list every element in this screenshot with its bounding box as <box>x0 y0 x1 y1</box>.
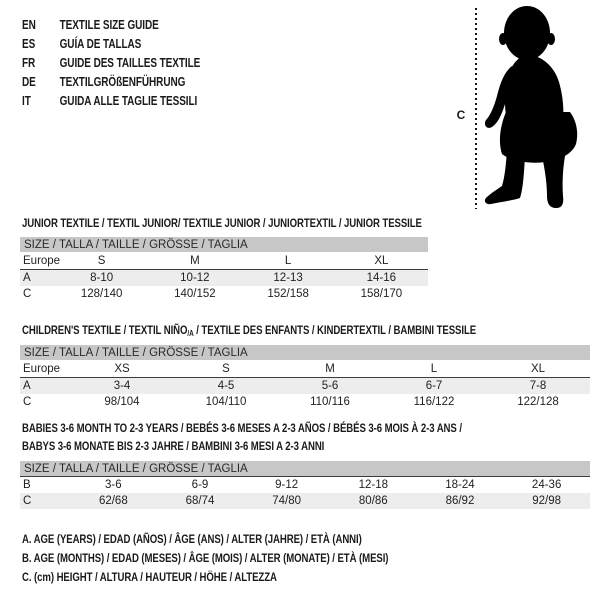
table-cell: 12-18 <box>358 479 388 491</box>
children-size-table <box>20 345 590 410</box>
age-months-row <box>20 477 590 494</box>
table-cell: 122/128 <box>517 396 559 408</box>
table-cell: 18-24 <box>445 479 475 491</box>
table-cell: 62/68 <box>70 493 157 509</box>
size-header-label: SIZE / TALLA / TAILLE / GRÖSSE / TAGLIA <box>20 237 428 252</box>
table-cell: 8-10 <box>55 270 148 287</box>
size-header-row <box>20 461 590 477</box>
row-label: B <box>23 479 31 491</box>
table-cell: 12-13 <box>242 270 335 287</box>
children-section-title <box>22 321 476 343</box>
row-label: A <box>20 270 55 287</box>
size-col-label: S <box>174 360 278 378</box>
table-cell: 128/140 <box>80 288 123 300</box>
language-row-de <box>22 72 200 91</box>
note-age-years: A. AGE (YEARS) / EDAD (AÑOS) / ÂGE (ANS) / ALTER (JAHRE) / ETÀ (ANNI) <box>22 532 362 546</box>
height-row <box>20 286 428 302</box>
language-code: FR <box>22 55 36 70</box>
language-row-it <box>22 91 200 110</box>
size-header-row <box>20 237 428 252</box>
table-cell: 24-36 <box>531 479 562 491</box>
table-cell: 4-5 <box>174 378 278 395</box>
row-label: Europe <box>20 360 70 378</box>
language-code: IT <box>22 93 31 108</box>
table-cell: 158/170 <box>360 288 403 300</box>
row-label: A <box>20 378 70 395</box>
size-header-row <box>20 345 590 360</box>
babies-title-line1: BABIES 3-6 MONTH TO 2-3 YEARS / BEBÉS 3-6 MESES A 2-3 AÑOS / BÉBÉS 3-6 MOIS À 2-3 ANS / <box>22 421 462 435</box>
row-label: C <box>23 396 32 408</box>
height-row <box>20 394 590 410</box>
note-age-months: B. AGE (MONTHS) / EDAD (MESES) / ÂGE (MOIS) / ALTER (MONATE) / ETÀ (MESI) <box>22 551 389 565</box>
junior-size-table <box>20 237 428 302</box>
legend-notes <box>22 530 388 587</box>
babies-size-table <box>20 461 590 509</box>
table-cell: 86/92 <box>417 493 504 509</box>
language-code: EN <box>22 17 36 32</box>
language-title-list <box>22 15 200 110</box>
language-row-en <box>22 15 200 34</box>
babies-section-title <box>22 419 462 455</box>
table-cell: 80/86 <box>330 493 417 509</box>
children-title-text: / TEXTILE DES ENFANTS / KINDERTEXTIL / BAMBINI TESSILE <box>193 323 477 337</box>
table-cell: 110/116 <box>310 396 350 408</box>
age-row <box>20 270 428 287</box>
size-header-label: SIZE / TALLA / TAILLE / GRÖSSE / TAGLIA <box>20 345 590 360</box>
size-labels-row <box>20 252 428 270</box>
guide-title-en: TEXTILE SIZE GUIDE <box>59 17 159 32</box>
guide-title-fr: GUIDE DES TAILLES TEXTILE <box>59 55 201 70</box>
table-cell: 74/80 <box>243 493 330 509</box>
table-cell: 92/98 <box>503 493 590 509</box>
size-col-label: XL <box>335 252 428 270</box>
table-cell: 116/122 <box>413 396 455 408</box>
children-title-text: CHILDREN'S TEXTILE / TEXTIL NIÑO <box>22 323 188 337</box>
junior-section-title: JUNIOR TEXTILE / TEXTIL JUNIOR/ TEXTILE JUNIOR / JUNIORTEXTIL / JUNIOR TESSILE <box>22 216 422 230</box>
table-cell: 98/104 <box>104 396 140 408</box>
language-code: DE <box>22 74 36 89</box>
table-cell: 3-4 <box>70 378 174 395</box>
table-cell: 9-12 <box>275 479 299 491</box>
table-cell: 6-9 <box>191 479 209 491</box>
table-cell: 5-6 <box>278 378 382 395</box>
size-col-label: XL <box>486 360 590 378</box>
baby-silhouette-icon <box>482 4 600 214</box>
guide-title-de: TEXTILGRÖßENFÜHRUNG <box>59 74 186 89</box>
table-cell: 6-7 <box>382 378 486 395</box>
table-cell: 104/110 <box>205 396 247 408</box>
size-col-label: L <box>242 252 335 270</box>
language-code: ES <box>22 36 36 51</box>
table-cell: 3-6 <box>105 479 122 491</box>
size-col-label: M <box>148 252 241 270</box>
size-header-label: SIZE / TALLA / TAILLE / GRÖSSE / TAGLIA <box>20 461 590 477</box>
table-cell: 140/152 <box>174 288 216 300</box>
row-label: C <box>20 493 70 509</box>
table-cell: 152/158 <box>267 288 309 300</box>
babies-title-line2: BABYS 3-6 MONATE BIS 2-3 JAHRE / BAMBINI 3-6 MESI A 2-3 ANNI <box>22 439 325 453</box>
size-col-label: S <box>55 252 148 270</box>
children-title-subscript: /A <box>187 329 194 338</box>
guide-title-es: GUÍA DE TALLAS <box>59 36 142 51</box>
table-cell: 68/74 <box>157 493 244 509</box>
size-col-label: M <box>278 360 382 378</box>
row-label: C <box>23 288 32 300</box>
language-row-es <box>22 34 200 53</box>
measure-dashed-line <box>475 8 477 209</box>
guide-title-it: GUIDA ALLE TAGLIE TESSILI <box>59 93 198 108</box>
size-col-label: XS <box>70 360 174 378</box>
height-row <box>20 493 590 509</box>
note-height-cm: C. (cm) HEIGHT / ALTURA / HAUTEUR / HÖHE / ALTEZZA <box>22 570 277 584</box>
size-labels-row <box>20 360 590 378</box>
age-row <box>20 378 590 395</box>
language-row-fr <box>22 53 200 72</box>
row-label: Europe <box>20 252 55 270</box>
height-measure-figure <box>450 4 600 216</box>
height-measure-label: C <box>456 108 466 122</box>
table-cell: 14-16 <box>335 270 428 287</box>
size-col-label: L <box>382 360 486 378</box>
table-cell: 10-12 <box>148 270 241 287</box>
table-cell: 7-8 <box>486 378 590 395</box>
